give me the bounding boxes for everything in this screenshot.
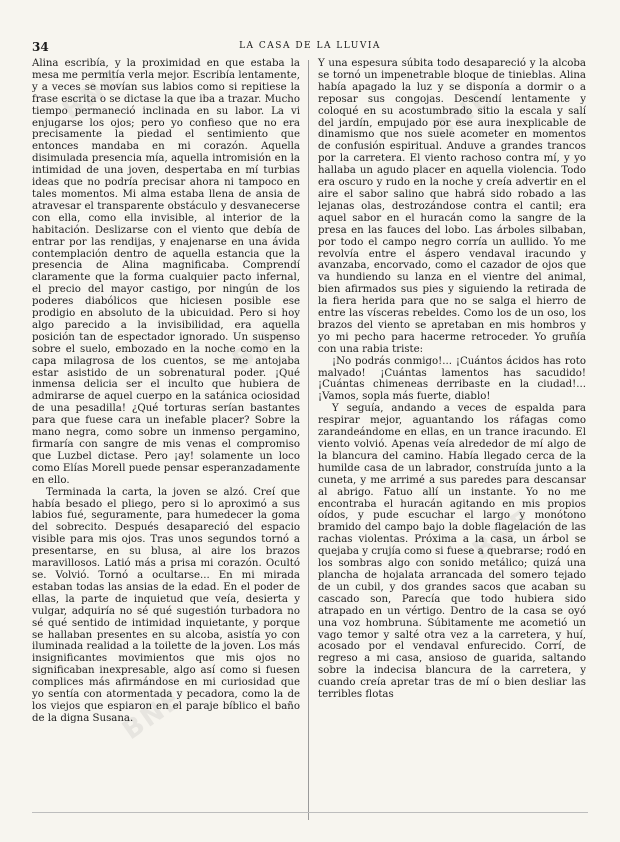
paragraph: Alina escribía, y la proximidad en que estaba la mesa me permitía verla mejor. Escribía lentamente, y a veces se movían sus labios como si repitiese la frase escrita o se dictase la que iba a trazar. Mucho tiempo permaneció inclinada en su labor. La vi enjugarse los ojos; pero yo confieso que no era precisamente la piedad el sentimiento que entonces mandaba en mi corazón. Aquella disimulada presencia mía, aquella intromisión en la intimidad de una joven, despertaba en mí turbias ideas que no podría precisar ahora ni tampoco en tales momentos. Mi alma estaba llena de ansia de atravesar el transparente obstáculo y desvanecerse con ella, como ella invisible, al interior de la habitación. Deslizarse con el viento que debía de entrar por las rendijas, y enajenarse en una ávida contemplación dentro de aquella estancia que la presencia de Alina magnificaba. Comprendí claramente que la forma cualquier pacto infernal, el precio del mayor castigo, por ningún de los poderes diabólicos que hiciesen posible ese prodigio en absoluto de la ubicuidad. Pero si hoy algo parecido a la invisibilidad, era aquella posición tan de espectador ignorado. Un suspenso sobre el suelo, embozado en la noche como en la capa milagrosa de los cuentos, se me antojaba estar asistido de un sobrenatural poder. ¡Qué inmensa delicia ser el inculto que hubiera de admirarse de aquel cuerpo en la satánica ociosidad de una pesadilla! ¿Qué torturas serían bastantes para que fuese cara un inefable placer? Sobre la mano negra, como sobre un inmenso pergamino, firmaría con sangre de mis venas el compromiso que Luzbel dictase. Pero ¡ay! solamente un loco como Elías Morell puede pensar esperanzadamente en ello. xyxy=(32,58,300,486)
running-head: LA CASA DE LA LLUVIA xyxy=(239,41,381,51)
watermark: BNE xyxy=(117,683,189,747)
watermark: BNE xyxy=(57,63,129,127)
column-divider xyxy=(308,60,309,820)
left-column xyxy=(32,58,300,725)
watermark: BNE xyxy=(467,503,539,567)
paragraph: Y una espesura súbita todo desapareció y la alcoba se tornó un impenetrable bloque de tinieblas. Alina había apagado la luz y se disponía a dormir o a reposar sus congojas. Descendí lentamente y coloqué en su acostumbrado sitio la escala y salí del jardín, empujado por ese aura inexplicable de dinamismo que nos suele acometer en momentos de confusión espiritual. Anduve a grandes trancos por la carretera. El viento rachoso contra mí, y yo hallaba un agudo placer en aquella violencia. Todo era oscuro y rudo en la noche y creía advertir en el aire el sabor salino que habrá sido robado a las lejanas olas, destrozándose contra el cantil; era aquel sabor en el huracán como la sangre de la presa en las fauces del lobo. Las árboles silbaban, por todo el campo negro corría un aullido. Yo me revolvía entre el áspero vendaval iracundo y avanzaba, encorvado, como el cazador de ojos que va hundiendo su lanza en el vientre del animal, bien afirmados sus pies y siguiendo la retirada de la fiera herida para que no se salga el hierro de entre las vísceras rebeldes. Como los de un oso, los brazos del viento se apretaban en mis hombros y yo mi pecho para hacerme retroceder. Yo gruñía con una rabia triste: xyxy=(318,58,586,355)
watermark: BNE xyxy=(427,83,499,147)
right-column xyxy=(318,58,586,701)
bottom-rule xyxy=(32,812,588,813)
page-header xyxy=(32,40,588,56)
page-number: 34 xyxy=(32,40,49,54)
paragraph: ¡No podrás conmigo!... ¡Cuántos ácidos has roto malvado! ¡Cuántas lamentos has sacudido! ¡Cuántas chimeneas derribaste en la ciudad!... ¡Vamos, sopla más fuerte, diablo! xyxy=(318,355,586,403)
paragraph: Y seguía, andando a veces de espalda para respirar mejor, aguantando los ráfagas como zarandeándome en ellas, en un trance iracundo. El viento volvió. Apenas veía alrededor de mí algo de la blancura del camino. Había llegado cerca de la humilde casa de un labrador, construída junto a la cuneta, y me arrimé a sus paredes para descansar al abrigo. Fatuo allí un instante. Yo no me encontraba el huracán agitando en mis propios oídos, y pude escuchar el largo y monótono bramido del campo bajo la doble flagelación de las rachas violentas. Próxima a la casa, un árbol se quejaba y crujía como si fuese a quebrarse; rodó en los sombras algo con sonido metálico; quizá una plancha de hojalata arrancada del somero tejado de un cubil, y dos grandes sacos que acaban su cascado son, Parecía que todo hubiera sido atrapado en un vértigo. Dentro de la casa se oyó una voz hombruna. Súbitamente me acometió un vago temor y salté otra vez a la carretera, y huí, acosado por el vendaval enfurecido. Corrí, de regreso a mi casa, ansioso de guarida, saltando sobre la indecisa blancura de la carretera, y cuando creía apretar tras de mí o bien desliar las terribles flotas xyxy=(318,403,586,701)
paragraph: Terminada la carta, la joven se alzó. Creí que había besado el pliego, pero si lo aproximó a sus labios fué, seguramente, para humedecer la goma del sobrecito. Después desapareció del espacio visible para mis ojos. Tras unos segundos tornó a presentarse, en su blusa, al aire los brazos maravillosos. Latió más a prisa mi corazón. Ocultó se. Volvió. Tornó a ocultarse... En mi mirada estaban todas las ansias de la edad. En el poder de ellas, la parte de inquietud que veía, desierta y vulgar, adquiría no sé qué sugestión turbadora no sé qué sentido de intimidad inquietante, y porque se hallaban presentes en su alcoba, asistía yo con iluminada realidad a la toilette de la joven. Los más insignificantes movimientos que mis ojos no significaban inexpresable, algo así como si fuesen complices más afirmándose en mi curiosidad que yo sentía con atormentada y pecadora, como la de los viejos que espiaron en el paraje bíblico el baño de la digna Susana. xyxy=(32,486,300,724)
watermark: BNE xyxy=(227,313,299,377)
